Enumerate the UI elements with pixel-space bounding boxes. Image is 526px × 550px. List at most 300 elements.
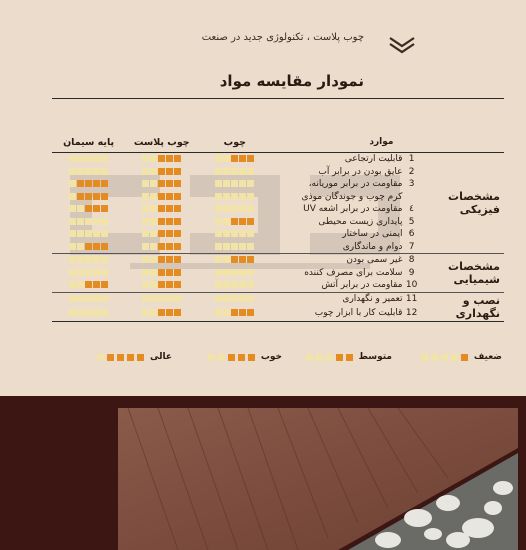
- rating-wpc: [125, 267, 198, 280]
- rating-square: [85, 295, 92, 302]
- rating-square: [150, 295, 157, 302]
- rating-square: [93, 155, 100, 162]
- rating-wood: [198, 279, 271, 292]
- rating-square: [101, 243, 108, 250]
- rating-square: [69, 269, 76, 276]
- row-number: 10: [405, 280, 418, 291]
- rating-square: [239, 295, 246, 302]
- section-name: مشخصات شیمیایی: [448, 259, 500, 286]
- rating-square: [166, 256, 173, 263]
- rating-square: [150, 180, 157, 187]
- row-label: قابلیت کار با ابزار چوب: [314, 308, 403, 319]
- rating-cement: [52, 279, 125, 292]
- rating-square: [77, 218, 84, 225]
- rating-cement: [52, 254, 125, 267]
- rating-square: [93, 256, 100, 263]
- rating-square: [85, 256, 92, 263]
- rating-square: [231, 155, 238, 162]
- rating-square: [215, 281, 222, 288]
- col-wood: چوب: [223, 137, 247, 148]
- table-row: [52, 293, 504, 307]
- rating-square: [77, 243, 84, 250]
- rating-square: [223, 256, 230, 263]
- row-label: دوام و ماندگاری: [342, 241, 403, 252]
- rating-square: [215, 155, 222, 162]
- rating-square: [166, 205, 173, 212]
- rating-square: [69, 281, 76, 288]
- rating-square: [142, 230, 149, 237]
- rating-square: [166, 180, 173, 187]
- rating-wpc: [125, 203, 198, 216]
- rating-square: [174, 193, 181, 200]
- rating-square: [93, 168, 100, 175]
- rating-square: [223, 230, 230, 237]
- rating-square: [142, 281, 149, 288]
- rating-square: [215, 295, 222, 302]
- rating-square: [158, 256, 165, 263]
- rating-square: [101, 256, 108, 263]
- row-number: 12: [405, 308, 418, 319]
- rating-square: [166, 230, 173, 237]
- rating-square: [166, 295, 173, 302]
- rating-square: [223, 281, 230, 288]
- rating-square: [239, 155, 246, 162]
- rating-square: [166, 281, 173, 288]
- rating-wpc: [125, 254, 198, 267]
- rating-square: [85, 155, 92, 162]
- rating-square: [231, 281, 238, 288]
- legend-square: [137, 354, 144, 361]
- row-label: غیر سمی بودن: [346, 255, 403, 265]
- rating-square: [142, 218, 149, 225]
- rating-cement: [52, 267, 125, 280]
- rating-square: [142, 205, 149, 212]
- col-items: موارد: [369, 137, 394, 148]
- rating-square: [231, 256, 238, 263]
- rating-square: [166, 243, 173, 250]
- rating-square: [77, 256, 84, 263]
- rating-wood: [198, 191, 271, 204]
- rating-wood: [198, 241, 271, 254]
- rating-square: [101, 309, 108, 316]
- rating-square: [174, 218, 181, 225]
- rating-square: [166, 269, 173, 276]
- rating-square: [231, 295, 238, 302]
- rating-square: [85, 309, 92, 316]
- tagline: چوب پلاست ، تکنولوژی جدید در صنعت: [201, 32, 364, 43]
- rating-square: [77, 309, 84, 316]
- rating-wood: [198, 293, 271, 307]
- rating-square: [215, 243, 222, 250]
- legend-label: متوسط: [358, 352, 392, 362]
- rating-wood: [198, 228, 271, 241]
- legend-square: [97, 354, 104, 361]
- rating-square: [142, 256, 149, 263]
- rating-square: [158, 205, 165, 212]
- rating-square: [166, 309, 173, 316]
- rating-square: [174, 281, 181, 288]
- rating-square: [215, 168, 222, 175]
- comparison-table: [52, 137, 504, 322]
- rating-square: [101, 168, 108, 175]
- rating-square: [150, 256, 157, 263]
- legend-square: [461, 354, 468, 361]
- legend-square: [208, 354, 215, 361]
- rating-square: [223, 295, 230, 302]
- rating-square: [223, 168, 230, 175]
- rating-square: [247, 230, 254, 237]
- rating-square: [174, 309, 181, 316]
- rating-square: [93, 269, 100, 276]
- row-number: 9: [408, 267, 415, 278]
- rating-square: [93, 295, 100, 302]
- rating-square: [247, 269, 254, 276]
- rating-cement: [52, 228, 125, 241]
- rating-wood: [198, 216, 271, 229]
- legend-square: [117, 354, 124, 361]
- rating-square: [85, 205, 92, 212]
- row-number: 6: [408, 229, 415, 240]
- rating-square: [158, 309, 165, 316]
- rating-square: [77, 269, 84, 276]
- rating-square: [247, 281, 254, 288]
- rating-square: [247, 256, 254, 263]
- rating-square: [239, 230, 246, 237]
- row-label: کرم چوب و جوندگان موذی: [301, 191, 403, 202]
- rating-wpc: [125, 216, 198, 229]
- legend-square: [421, 354, 428, 361]
- rating-square: [93, 205, 100, 212]
- rating-square: [174, 230, 181, 237]
- rating-square: [223, 218, 230, 225]
- rating-square: [215, 205, 222, 212]
- rating-square: [166, 193, 173, 200]
- col-cement: پایه سیمان: [63, 137, 115, 148]
- product-photo: [0, 396, 526, 550]
- rating-square: [247, 193, 254, 200]
- rating-wood: [198, 178, 271, 191]
- decking-image: [118, 408, 518, 550]
- rating-square: [142, 295, 149, 302]
- rating-square: [93, 218, 100, 225]
- rating-square: [239, 309, 246, 316]
- rating-square: [101, 281, 108, 288]
- rating-square: [223, 243, 230, 250]
- rating-square: [231, 218, 238, 225]
- rating-square: [247, 168, 254, 175]
- row-label: تعمیر و نگهداری: [342, 294, 403, 305]
- rating-square: [247, 218, 254, 225]
- rating-square: [142, 168, 149, 175]
- rating-square: [77, 281, 84, 288]
- rating-square: [77, 155, 84, 162]
- rating-square: [158, 243, 165, 250]
- rating-square: [215, 230, 222, 237]
- section-name: نصب و نگهداری: [455, 293, 500, 320]
- rating-square: [77, 168, 84, 175]
- legend-square: [451, 354, 458, 361]
- rating-square: [158, 281, 165, 288]
- rating-square: [231, 309, 238, 316]
- rating-square: [69, 230, 76, 237]
- section-name: مشخصات فیزیکی: [448, 190, 500, 216]
- rating-square: [239, 243, 246, 250]
- rating-square: [158, 180, 165, 187]
- rating-wpc: [125, 279, 198, 292]
- rating-square: [85, 281, 92, 288]
- rating-square: [150, 218, 157, 225]
- rating-square: [69, 155, 76, 162]
- rating-square: [247, 243, 254, 250]
- rating-square: [69, 205, 76, 212]
- rating-wpc: [125, 293, 198, 307]
- rating-square: [215, 269, 222, 276]
- rating-square: [231, 193, 238, 200]
- legend-item: [208, 352, 282, 362]
- rating-square: [231, 230, 238, 237]
- rating-square: [142, 243, 149, 250]
- rating-square: [174, 256, 181, 263]
- rating-square: [93, 243, 100, 250]
- legend-label: عالی: [149, 352, 172, 362]
- rating-square: [239, 205, 246, 212]
- rating-square: [231, 243, 238, 250]
- rating-square: [69, 295, 76, 302]
- rating-square: [101, 155, 108, 162]
- rating-square: [231, 269, 238, 276]
- legend: [62, 352, 502, 366]
- rating-square: [223, 155, 230, 162]
- rating-wpc: [125, 241, 198, 254]
- rating-square: [142, 180, 149, 187]
- rating-square: [239, 180, 246, 187]
- legend-square: [238, 354, 245, 361]
- rating-square: [247, 309, 254, 316]
- title-divider: [52, 98, 504, 99]
- rating-cement: [52, 293, 125, 307]
- rating-square: [158, 193, 165, 200]
- rating-square: [85, 168, 92, 175]
- rating-square: [93, 230, 100, 237]
- legend-square: [441, 354, 448, 361]
- rating-square: [85, 180, 92, 187]
- rating-square: [101, 205, 108, 212]
- rating-square: [174, 269, 181, 276]
- rating-square: [85, 218, 92, 225]
- rating-square: [150, 230, 157, 237]
- rating-wood: [198, 267, 271, 280]
- rating-square: [239, 269, 246, 276]
- rating-square: [166, 155, 173, 162]
- legend-square: [228, 354, 235, 361]
- rating-square: [247, 205, 254, 212]
- rating-square: [223, 309, 230, 316]
- rating-square: [77, 295, 84, 302]
- rating-wood: [198, 306, 271, 321]
- rating-wpc: [125, 306, 198, 321]
- rating-square: [69, 180, 76, 187]
- legend-item: [97, 352, 172, 362]
- rating-square: [174, 155, 181, 162]
- rating-square: [77, 230, 84, 237]
- rating-square: [101, 295, 108, 302]
- rating-square: [239, 256, 246, 263]
- rating-square: [101, 193, 108, 200]
- legend-square: [218, 354, 225, 361]
- table-row: [52, 254, 504, 267]
- rating-square: [85, 193, 92, 200]
- rating-square: [158, 230, 165, 237]
- rating-square: [93, 180, 100, 187]
- rating-square: [239, 193, 246, 200]
- rating-square: [93, 281, 100, 288]
- row-number: 5: [408, 216, 415, 227]
- row-number: [403, 191, 419, 204]
- rating-square: [69, 309, 76, 316]
- rating-square: [215, 218, 222, 225]
- rating-square: [215, 309, 222, 316]
- row-number: 7: [408, 241, 415, 252]
- legend-square: [316, 354, 323, 361]
- legend-item: [421, 352, 502, 362]
- rating-wood: [198, 166, 271, 179]
- rating-wpc: [125, 191, 198, 204]
- rating-square: [239, 218, 246, 225]
- legend-square: [336, 354, 343, 361]
- rating-square: [142, 309, 149, 316]
- rating-square: [239, 168, 246, 175]
- row-number: 3: [408, 179, 415, 190]
- rating-square: [223, 205, 230, 212]
- legend-square: [107, 354, 114, 361]
- legend-square: [326, 354, 333, 361]
- rating-square: [150, 309, 157, 316]
- rating-square: [142, 155, 149, 162]
- rating-wpc: [125, 166, 198, 179]
- rating-wood: [198, 254, 271, 267]
- rating-square: [69, 218, 76, 225]
- row-label: سلامت برای مصرف کننده: [304, 267, 403, 278]
- legend-item: [306, 352, 392, 362]
- col-wpc: چوب پلاست: [133, 137, 190, 148]
- row-number: 11: [405, 294, 418, 305]
- rating-square: [85, 230, 92, 237]
- rating-square: [158, 218, 165, 225]
- rating-square: [69, 256, 76, 263]
- rating-wood: [198, 153, 271, 166]
- rating-square: [158, 269, 165, 276]
- page-title: نمودار مقایسه مواد: [219, 72, 364, 90]
- table-row: [52, 153, 504, 166]
- rating-cement: [52, 306, 125, 321]
- row-number: ٤: [409, 204, 414, 215]
- rating-square: [247, 295, 254, 302]
- rating-wood: [198, 203, 271, 216]
- rating-cement: [52, 153, 125, 166]
- rating-square: [101, 218, 108, 225]
- legend-square: [306, 354, 313, 361]
- rating-square: [166, 218, 173, 225]
- rating-square: [150, 168, 157, 175]
- rating-square: [85, 243, 92, 250]
- legend-label: ضعیف: [473, 352, 502, 362]
- rating-square: [223, 193, 230, 200]
- rating-cement: [52, 191, 125, 204]
- rating-square: [174, 243, 181, 250]
- row-label: مقاومت در برابر موریانه،: [308, 179, 403, 189]
- rating-square: [215, 256, 222, 263]
- rating-square: [166, 168, 173, 175]
- legend-square: [346, 354, 353, 361]
- legend-square: [248, 354, 255, 361]
- rating-square: [223, 269, 230, 276]
- rating-cement: [52, 216, 125, 229]
- rating-square: [101, 230, 108, 237]
- rating-square: [247, 155, 254, 162]
- rating-square: [247, 180, 254, 187]
- legend-label: خوب: [260, 352, 282, 362]
- rating-cement: [52, 166, 125, 179]
- rating-square: [174, 168, 181, 175]
- rating-square: [158, 295, 165, 302]
- rating-square: [150, 243, 157, 250]
- rating-cement: [52, 178, 125, 191]
- rating-square: [93, 309, 100, 316]
- rating-wpc: [125, 178, 198, 191]
- legend-square: [431, 354, 438, 361]
- row-number: 1: [408, 154, 415, 165]
- row-number: 2: [408, 166, 415, 177]
- rating-square: [77, 180, 84, 187]
- rating-wpc: [125, 228, 198, 241]
- rating-square: [158, 155, 165, 162]
- rating-square: [69, 243, 76, 250]
- rating-square: [142, 193, 149, 200]
- rating-cement: [52, 241, 125, 254]
- row-label: ایمنی در ساختار: [342, 229, 403, 239]
- rating-square: [174, 180, 181, 187]
- rating-square: [231, 205, 238, 212]
- rating-square: [215, 193, 222, 200]
- rating-square: [150, 205, 157, 212]
- row-label: پایداری زیست محیطی: [318, 216, 403, 227]
- legend-square: [127, 354, 134, 361]
- rating-square: [101, 269, 108, 276]
- rating-square: [69, 168, 76, 175]
- rating-square: [223, 180, 230, 187]
- rating-square: [174, 205, 181, 212]
- row-label: قابلیت ارتجاعی: [344, 154, 403, 164]
- row-label: مقاومت در برابر اشعه UV: [303, 204, 403, 214]
- rating-square: [150, 269, 157, 276]
- rating-square: [174, 295, 181, 302]
- row-label: مقاومت در برابر آتش: [321, 280, 403, 290]
- row-number: 8: [408, 255, 415, 266]
- rating-square: [150, 155, 157, 162]
- rating-square: [101, 180, 108, 187]
- rating-square: [150, 281, 157, 288]
- rating-square: [77, 193, 84, 200]
- rating-square: [158, 168, 165, 175]
- rating-square: [142, 269, 149, 276]
- rating-square: [150, 193, 157, 200]
- rating-wpc: [125, 153, 198, 166]
- row-label: عایق بودن در برابر آب: [318, 166, 403, 177]
- rating-square: [85, 269, 92, 276]
- rating-cement: [52, 203, 125, 216]
- chevron-down-icon: [387, 35, 417, 55]
- rating-square: [93, 193, 100, 200]
